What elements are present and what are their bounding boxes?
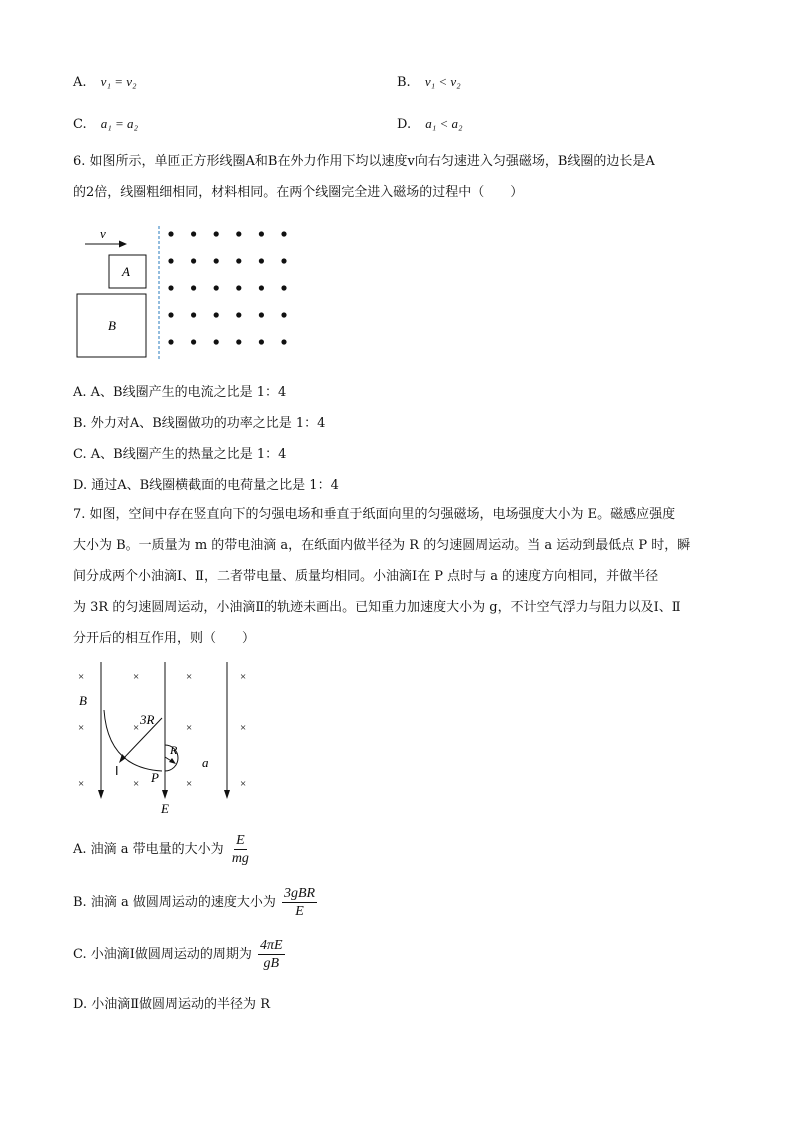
option-letter: A. [73, 75, 87, 90]
field-dot [191, 231, 196, 236]
field-cross: × [186, 778, 193, 790]
field-dot [236, 312, 241, 317]
q7-option-c [73, 934, 285, 976]
q6-stem-line: 的2倍，线圈粗细相同，材料相同。在两个线圈完全进入磁场的过程中（ ） [73, 185, 524, 200]
fraction-numerator: E [236, 833, 245, 848]
option-text: C. 小油滴Ⅰ做圆周运动的周期为 [73, 947, 252, 962]
point-p-label: P [151, 770, 159, 785]
field-dot [281, 258, 286, 263]
q7-stem-line: 分开后的相互作用，则（ ） [73, 631, 256, 646]
fraction [230, 833, 251, 866]
q6-stem-line: 6. 如图所示，单匝正方形线圈A和B在外力作用下均以速度v向右匀速进入匀强磁场，B线圈的边长是A [73, 154, 655, 169]
field-cross: × [78, 671, 85, 683]
small-radius-arrowhead [169, 758, 176, 764]
field-dot [191, 285, 196, 290]
field-cross: × [133, 722, 140, 734]
field-dot [168, 339, 173, 344]
q5-option-d [397, 116, 463, 132]
field-dot [191, 339, 196, 344]
option-expression: a₁ = a₂ [100, 116, 139, 131]
field-dot [191, 258, 196, 263]
small-radius-label: R [170, 743, 178, 757]
q7-figure [70, 658, 260, 818]
big-radius-label: 3R [140, 712, 155, 727]
q6-figure [70, 222, 300, 364]
field-dot [281, 339, 286, 344]
q7-stem-line: 为 3R 的匀速圆周运动，小油滴Ⅱ的轨迹未画出。已知重力加速度大小为 g，不计空气浮力与阻力以及Ⅰ、Ⅱ [73, 600, 681, 615]
q7-stem [73, 499, 723, 654]
field-dot [259, 258, 264, 263]
q6-stem [73, 146, 723, 208]
field-dot [168, 285, 173, 290]
field-dot [214, 285, 219, 290]
q6-option-b: B. 外力对A、B线圈做功的功率之比是 1：4 [73, 416, 326, 431]
magnetic-field-dots [168, 231, 286, 344]
coil-a-label: A [122, 264, 130, 279]
b-field-label: B [79, 693, 87, 708]
field-dot [214, 231, 219, 236]
field-cross: × [133, 671, 140, 683]
option-letter: C. [73, 117, 87, 132]
q5-option-b [397, 74, 461, 90]
option-expression: a₁ < a₂ [425, 116, 463, 131]
velocity-arrowhead [119, 241, 127, 248]
q6-option-c: C. A、B线圈产生的热量之比是 1：4 [73, 447, 287, 462]
option-letter: B. [397, 75, 411, 90]
q7-option-a [73, 829, 251, 871]
field-dot [259, 285, 264, 290]
velocity-label: v [100, 226, 106, 241]
field-dot [236, 231, 241, 236]
q7-stem-line: 间分成两个小油滴Ⅰ、Ⅱ，二者带电量、质量均相同。小油滴Ⅰ在 P 点时与 a 的速度方向相同，并做半径 [73, 569, 659, 584]
q6-option-d: D. 通过A、B线圈横截面的电荷量之比是 1：4 [73, 478, 339, 493]
field-dot [214, 312, 219, 317]
field-cross: × [240, 671, 247, 683]
q7-stem-line: 大小为 B。一质量为 m 的带电油滴 a，在纸面内做半径为 R 的匀速圆周运动。当 a 运动到最低点 P 时，瞬 [73, 538, 691, 553]
option-expression: v₁ < v₂ [424, 74, 461, 89]
field-cross: × [240, 722, 247, 734]
field-dot [259, 339, 264, 344]
field-cross: × [240, 778, 247, 790]
field-dot [191, 312, 196, 317]
field-dot [281, 312, 286, 317]
field-cross: × [133, 778, 140, 790]
big-radius-arrowhead [119, 754, 126, 763]
e-field-label: E [161, 801, 169, 816]
option-expression: v₁ = v₂ [100, 74, 137, 89]
field-cross: × [186, 671, 193, 683]
field-dot [214, 258, 219, 263]
fraction-denominator: gB [263, 956, 280, 971]
fraction [282, 886, 317, 919]
droplet-a-label: a [202, 755, 209, 770]
field-dot [168, 312, 173, 317]
option-text: B. 油滴 a 做圆周运动的速度大小为 [73, 895, 276, 910]
field-dot [259, 231, 264, 236]
droplet-i-label: Ⅰ [115, 764, 119, 778]
field-dot [168, 231, 173, 236]
field-cross: × [186, 722, 193, 734]
field-dot [214, 339, 219, 344]
field-cross: × [78, 778, 85, 790]
fraction-denominator: E [295, 904, 304, 919]
fraction [258, 938, 285, 971]
q5-option-c [73, 116, 138, 132]
q7-option-d: D. 小油滴Ⅱ做圆周运动的半径为 R [73, 997, 270, 1012]
magnetic-field-crosses [78, 671, 246, 790]
fraction-numerator: 3gBR [283, 886, 316, 901]
q7-stem-line: 7. 如图，空间中存在竖直向下的匀强电场和垂直于纸面向里的匀强磁场，电场强度大小为 E。磁感应强度 [73, 507, 676, 522]
option-text: A. 油滴 a 带电量的大小为 [73, 842, 224, 857]
option-letter: D. [397, 117, 412, 132]
field-dot [259, 312, 264, 317]
field-dot [281, 231, 286, 236]
q5-option-a [73, 74, 137, 90]
field-dot [281, 285, 286, 290]
field-dot [236, 285, 241, 290]
coil-b-label: B [108, 318, 116, 333]
field-dot [236, 339, 241, 344]
fraction-denominator: mg [231, 851, 249, 866]
field-dot [168, 258, 173, 263]
field-dot [236, 258, 241, 263]
field-cross: × [78, 722, 85, 734]
fraction-numerator: 4πE [260, 938, 283, 953]
q7-option-b [73, 882, 317, 924]
electric-field-lines [98, 662, 230, 799]
q6-option-a: A. A、B线圈产生的电流之比是 1：4 [73, 385, 287, 400]
